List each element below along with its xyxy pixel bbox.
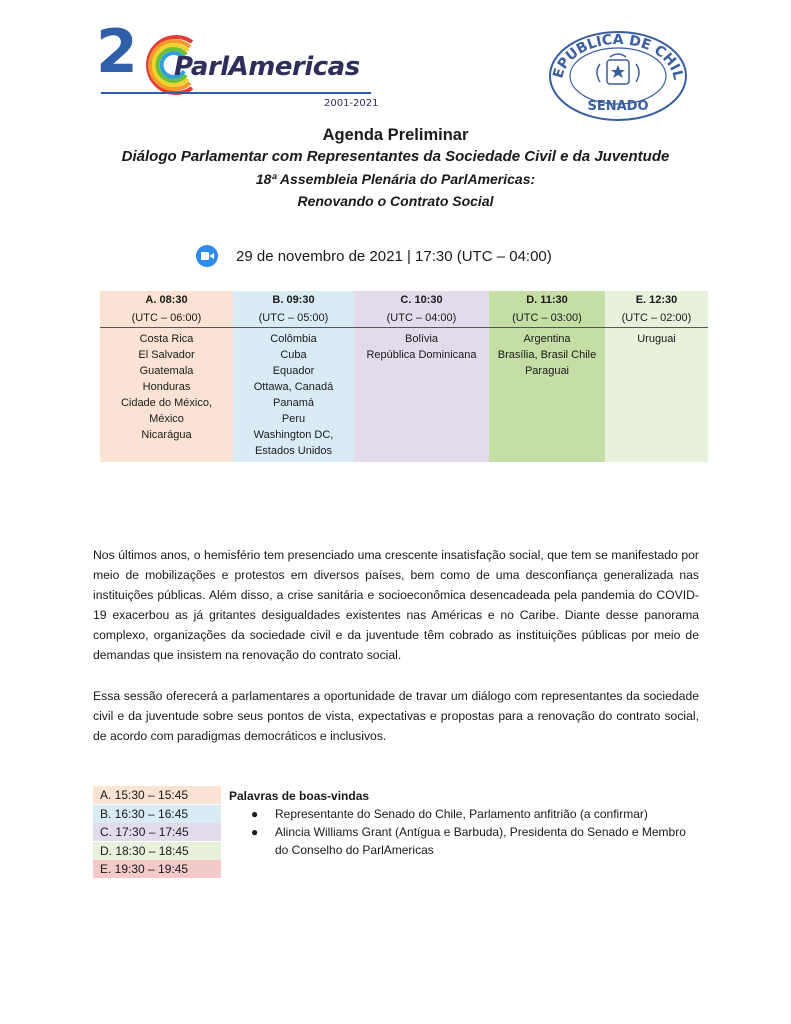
timezone-column-d [489,291,605,462]
country: Brasília, Brasil Chile [497,349,597,361]
parlamericas-logo [96,17,386,114]
speaker-item [229,805,699,823]
assembly-title: 18ª Assembleia Plenária do ParlAmericas: [255,171,536,187]
bullet-icon: ● [251,825,259,839]
speaker-text: Alincia Williams Grant (Antígua e Barbuda), Presidenta do Senado e Membro do Conselho do ParlAmericas [275,825,686,857]
video-camera-icon [196,245,218,267]
logo-number: 2 [96,17,138,87]
seal-top-text: EPUBLICA DE CHIL [550,31,686,82]
country: Peru [281,413,306,425]
country: El Salvador [138,349,195,361]
session-paragraph: Essa sessão oferecerá a parlamentares a oportunidade de travar um diálogo com representantes da sociedade civil e da juventude sobre seus pontos de vista, expectativas e propostas para a renovação do contrato social, de acordo com paradigmas democráticos e inclusivos. [93,689,699,743]
country: Paraguai [524,365,570,377]
time-slot: D. 18:30 – 18:45 [93,842,221,860]
column-time: A. 08:30 [145,294,188,306]
intro-paragraph: Nos últimos anos, o hemisfério tem presenciado uma crescente insatisfação social, que tem se manifestado por meio de mobilizações e protestos em diversos países, bem como de uma desconfiança generalizada nas instituições públicas. Além disso, a crise sanitária e socioeconômica desencadeada pela pandemia do COVID-19 exacerbou as já gritantes desigualdades existentes nas Américas e no Caribe. Diante desse panorama complexo, organizações da sociedade civil e da juventude têm cobrado as instituições públicas por meio de demandas que insistem na renovação do contrato social. [93,548,699,662]
country: Cuba [280,349,307,361]
country: Bolívia [404,333,439,345]
timezone-schedule-table [100,291,708,462]
date-line [196,244,552,268]
bullet-icon: ● [251,807,259,821]
time-slot: A. 15:30 – 15:45 [93,786,221,804]
country: Nicarágua [141,429,192,441]
column-time: E. 12:30 [635,294,678,306]
country: República Dominicana [366,349,477,361]
agenda-item-title: Palavras de boas-vindas [229,789,370,803]
timezone-column-e [605,291,708,462]
column-time: D. 11:30 [526,294,568,306]
column-utc: (UTC – 04:00) [354,310,489,328]
page-title: Agenda Preliminar [322,126,469,144]
country: Ottawa, Canadá [253,381,334,393]
timezone-column-b [233,291,354,462]
column-time: B. 09:30 [272,294,315,306]
time-slot: B. 16:30 – 16:45 [93,805,221,823]
assembly-theme: Renovando o Contrato Social [297,193,494,209]
logo-name: ParlAmericas [174,52,360,82]
country: Colômbia [270,333,317,345]
page-subtitle: Diálogo Parlamentar com Representantes da Sociedade Civil e da Juventude [121,148,670,165]
country: Equador [272,365,315,377]
country: Panamá [273,397,314,409]
column-time: C. 10:30 [400,294,443,306]
timezone-column-c [354,291,489,462]
speaker-text: Representante do Senado do Chile, Parlamento anfitrião (a confirmar) [275,807,648,821]
country: Honduras [142,381,191,393]
speaker-list [229,805,699,859]
timezone-column-a [100,291,233,462]
column-utc: (UTC – 06:00) [100,310,233,328]
country: Uruguai [637,333,676,345]
agenda-item [229,787,699,859]
country: Guatemala [139,365,194,377]
time-slot: C. 17:30 – 17:45 [93,823,221,841]
column-utc: (UTC – 05:00) [233,310,354,328]
time-slot: E. 19:30 – 19:45 [93,860,221,878]
column-utc: (UTC – 03:00) [489,310,605,328]
column-utc: (UTC – 02:00) [605,310,708,328]
country: Estados Unidos [254,445,333,457]
title-block [0,124,791,212]
country: México [149,413,184,425]
country: Costa Rica [139,333,194,345]
event-date: 29 de novembro de 2021 | 17:30 (UTC – 04:00) [236,247,552,265]
country: Washington DC, [253,429,334,441]
senado-chile-seal [548,30,688,122]
speaker-item [229,823,699,859]
time-slot-legend [93,786,221,879]
seal-bottom-text: SENADO [587,99,649,114]
logo-years: 2001-2021 [324,98,379,109]
logo-underline [101,92,371,94]
country: Argentina [523,333,571,345]
country: Cidade do México, [120,397,213,409]
